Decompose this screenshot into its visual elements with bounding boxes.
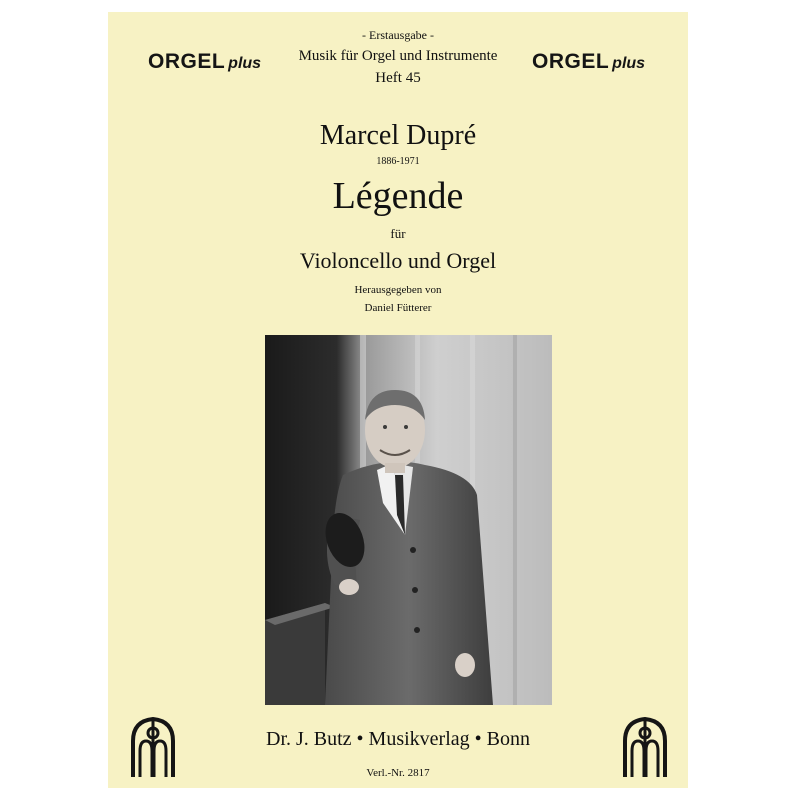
portrait-photo <box>265 335 552 705</box>
logo-word-plus: plus <box>228 55 262 72</box>
logo-word-orgel: ORGEL <box>148 50 226 73</box>
edition-note: - Erstausgabe - <box>362 28 434 42</box>
edited-by-label: Herausgegeben von <box>354 284 442 296</box>
catalog-number: Verl.-Nr. 2817 <box>366 767 430 779</box>
instrumentation: Violoncello und Orgel <box>299 248 497 273</box>
portrait-photo-illustration <box>265 335 552 705</box>
publisher-line: Dr. J. Butz • Musikverlag • Bonn <box>266 728 530 750</box>
work-title: Légende <box>332 175 464 217</box>
issue-number: Heft 45 <box>375 70 421 86</box>
composer-life-dates: 1886-1971 <box>376 156 420 167</box>
logo-word-orgel: ORGEL <box>532 50 610 73</box>
composer-name: Marcel Dupré <box>319 120 477 151</box>
for-word: für <box>390 226 406 241</box>
editor-name: Daniel Fütterer <box>364 302 432 314</box>
logo-word-plus: plus <box>612 55 646 72</box>
cover-page <box>108 12 688 788</box>
series-title: Musik für Orgel und Instrumente <box>298 48 498 64</box>
